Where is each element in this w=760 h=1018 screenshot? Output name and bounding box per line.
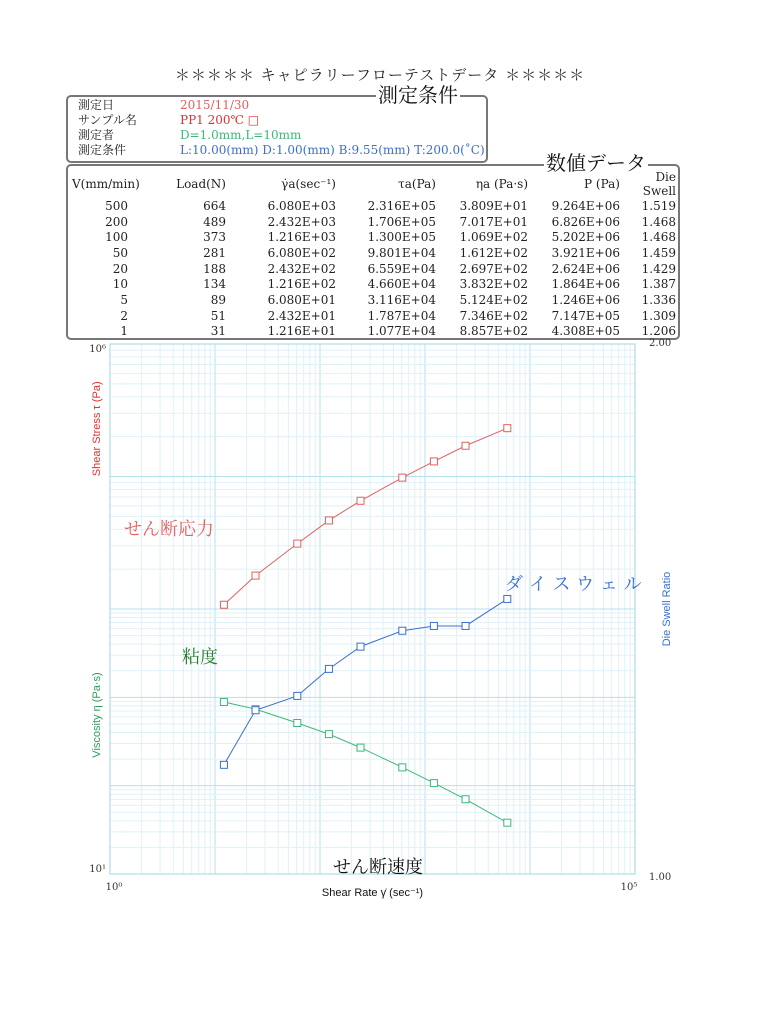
table-cell: 1.216E+02 [267,277,336,292]
table-cell: 2.432E+03 [267,214,336,229]
table-cell: 1.216E+03 [267,230,336,245]
table-cell: 6.080E+02 [267,245,336,260]
table-cell: 2.432E+02 [267,261,336,276]
table-cell: 3.116E+04 [367,292,436,307]
condition-value: PP1 200℃ □ [180,113,260,127]
x-axis-label: Shear Rate γ̇ (sec⁻¹) [321,887,424,899]
column-header: V(mm/min) [72,177,140,191]
table-cell: 50 [112,245,128,260]
series-label-stress: せん断応力 [124,519,214,540]
table-cell: 1.216E+01 [267,324,336,339]
y-tick-label: 10⁶ [89,344,106,355]
table-cell: 1.429 [641,261,676,276]
table-cell: 6.559E+04 [367,261,436,276]
table-row [72,245,676,261]
x-tick-label: 10⁰ [105,882,123,893]
table-cell: 2.697E+02 [459,261,528,276]
column-header: τa(Pa) [398,177,436,191]
table-cell: 1.336 [641,292,676,307]
table-cell: 500 [105,198,128,213]
condition-value: D=1.0mm,L=10mm [180,128,302,142]
data-table [72,170,676,339]
table-cell: 6.080E+03 [267,198,336,213]
table-cell: 3.921E+06 [551,245,620,260]
chart-labels [89,338,673,899]
table-cell: 3.809E+01 [459,198,528,213]
y2-tick-label: 2.00 [649,338,672,349]
data-point-marker [462,442,469,449]
condition-key: 測定者 [78,128,115,142]
table-cell: 1.309 [641,308,676,323]
data-point-marker [357,497,364,504]
y-axis-label-stress: Shear Stress τ (Pa) [91,381,103,477]
condition-key: 測定条件 [78,143,127,157]
x-axis-annotation: せん断速度 [333,857,423,878]
data-point-marker [325,731,332,738]
data-point-marker [357,643,364,650]
table-cell: 5.202E+06 [551,230,620,245]
table-body [72,198,676,339]
table-cell: 664 [203,198,226,213]
condition-row-date [78,97,249,113]
table-cell: 1.468 [641,230,676,245]
table-cell: 3.832E+02 [459,277,528,292]
condition-key: 測定日 [78,98,115,112]
table-cell: 2 [120,308,128,323]
table-cell: 373 [203,230,226,245]
data-point-marker [504,595,511,602]
table-cell: 1.300E+05 [367,230,436,245]
series-line [224,702,507,823]
table-cell: 1.077E+04 [367,324,436,339]
data-point-marker [399,764,406,771]
column-header: Die Swell [642,170,676,198]
table-cell: 1.787E+04 [367,308,436,323]
data-point-marker [220,761,227,768]
table-cell: 489 [203,214,226,229]
table-cell: 9.801E+04 [367,245,436,260]
table-cell: 1.069E+02 [459,230,528,245]
data-point-marker [430,780,437,787]
column-header: P (Pa) [584,177,620,191]
table-row [72,292,676,308]
data-point-marker [220,698,227,705]
condition-row-operator [78,127,301,143]
data-point-marker [504,819,511,826]
data-point-marker [252,572,259,579]
table-cell: 188 [203,261,226,276]
column-header: γ̇a(sec⁻¹) [281,177,336,191]
data-header: 数値データ [546,151,646,175]
data-point-marker [399,474,406,481]
table-cell: 200 [105,214,128,229]
condition-row-sample [78,112,259,128]
y2-tick-label: 1.00 [649,872,672,883]
table-cell: 7.017E+01 [459,214,528,229]
table-cell: 1.206 [641,324,676,339]
data-panel [66,164,680,340]
data-point-marker [294,540,301,547]
table-cell: 7.147E+05 [551,308,620,323]
data-point-marker [357,744,364,751]
data-point-marker [399,627,406,634]
data-point-marker [462,796,469,803]
data-point-marker [325,517,332,524]
series-label-viscosity: 粘度 [182,647,218,668]
table-cell: 2.432E+01 [267,308,336,323]
table-cell: 6.826E+06 [551,214,620,229]
column-header: ηa (Pa·s) [475,177,528,191]
table-cell: 7.346E+02 [459,308,528,323]
table-cell: 31 [210,324,226,339]
table-cell: 4.308E+05 [551,324,620,339]
table-cell: 1.612E+02 [459,245,528,260]
table-cell: 281 [203,245,226,260]
table-cell: 1.519 [641,198,676,213]
table-cell: 1 [120,324,128,339]
series-layer [220,425,510,827]
flow-curve-chart [0,336,760,916]
data-point-marker [504,425,511,432]
column-header: Load(N) [176,177,226,191]
table-cell: 1.864E+06 [551,277,620,292]
conditions-header: 測定条件 [378,83,458,107]
condition-value: L:10.00(mm) D:1.00(mm) B:9.55(mm) T:200.0(˚C) [180,143,485,157]
page-title: ＊＊＊＊＊ キャピラリーフローテストデータ ＊＊＊＊＊ [174,66,586,84]
table-row [72,261,676,277]
data-point-marker [252,707,259,714]
table-row [72,308,676,324]
table-row [72,198,676,214]
table-cell: 1.468 [641,214,676,229]
table-cell: 4.660E+04 [367,277,436,292]
data-point-marker [430,622,437,629]
data-point-marker [294,719,301,726]
y2-axis-label: Die Swell Ratio [661,571,673,647]
y-axis-label-viscosity: Viscosity η (Pa·s) [91,672,103,758]
table-cell: 89 [210,292,226,307]
data-point-marker [220,601,227,608]
condition-row-settings [78,142,485,158]
chart-grid [110,344,635,874]
x-tick-label: 10⁵ [620,882,638,893]
table-row [72,276,676,292]
condition-value: 2015/11/30 [180,98,250,112]
table-cell: 1.459 [641,245,676,260]
data-point-marker [325,665,332,672]
table-cell: 2.316E+05 [367,198,436,213]
table-cell: 5.124E+02 [459,292,528,307]
series-label-swell: ダ イ ス ウ ェ ル [505,574,642,595]
table-cell: 6.080E+01 [267,292,336,307]
table-row [72,229,676,245]
table-cell: 100 [105,230,128,245]
table-cell: 9.264E+06 [551,198,620,213]
table-cell: 1.706E+05 [367,214,436,229]
table-cell: 2.624E+06 [551,261,620,276]
data-point-marker [462,622,469,629]
table-cell: 5 [120,292,128,307]
table-row [72,214,676,230]
table-cell: 1.246E+06 [551,292,620,307]
table-cell: 1.387 [641,277,676,292]
table-cell: 10 [112,277,128,292]
condition-key: サンプル名 [78,113,137,127]
table-cell: 51 [210,308,226,323]
table-cell: 8.857E+02 [459,324,528,339]
table-cell: 134 [203,277,226,292]
data-point-marker [430,458,437,465]
y-tick-label: 10¹ [89,864,106,875]
data-point-marker [294,692,301,699]
table-cell: 20 [112,261,128,276]
